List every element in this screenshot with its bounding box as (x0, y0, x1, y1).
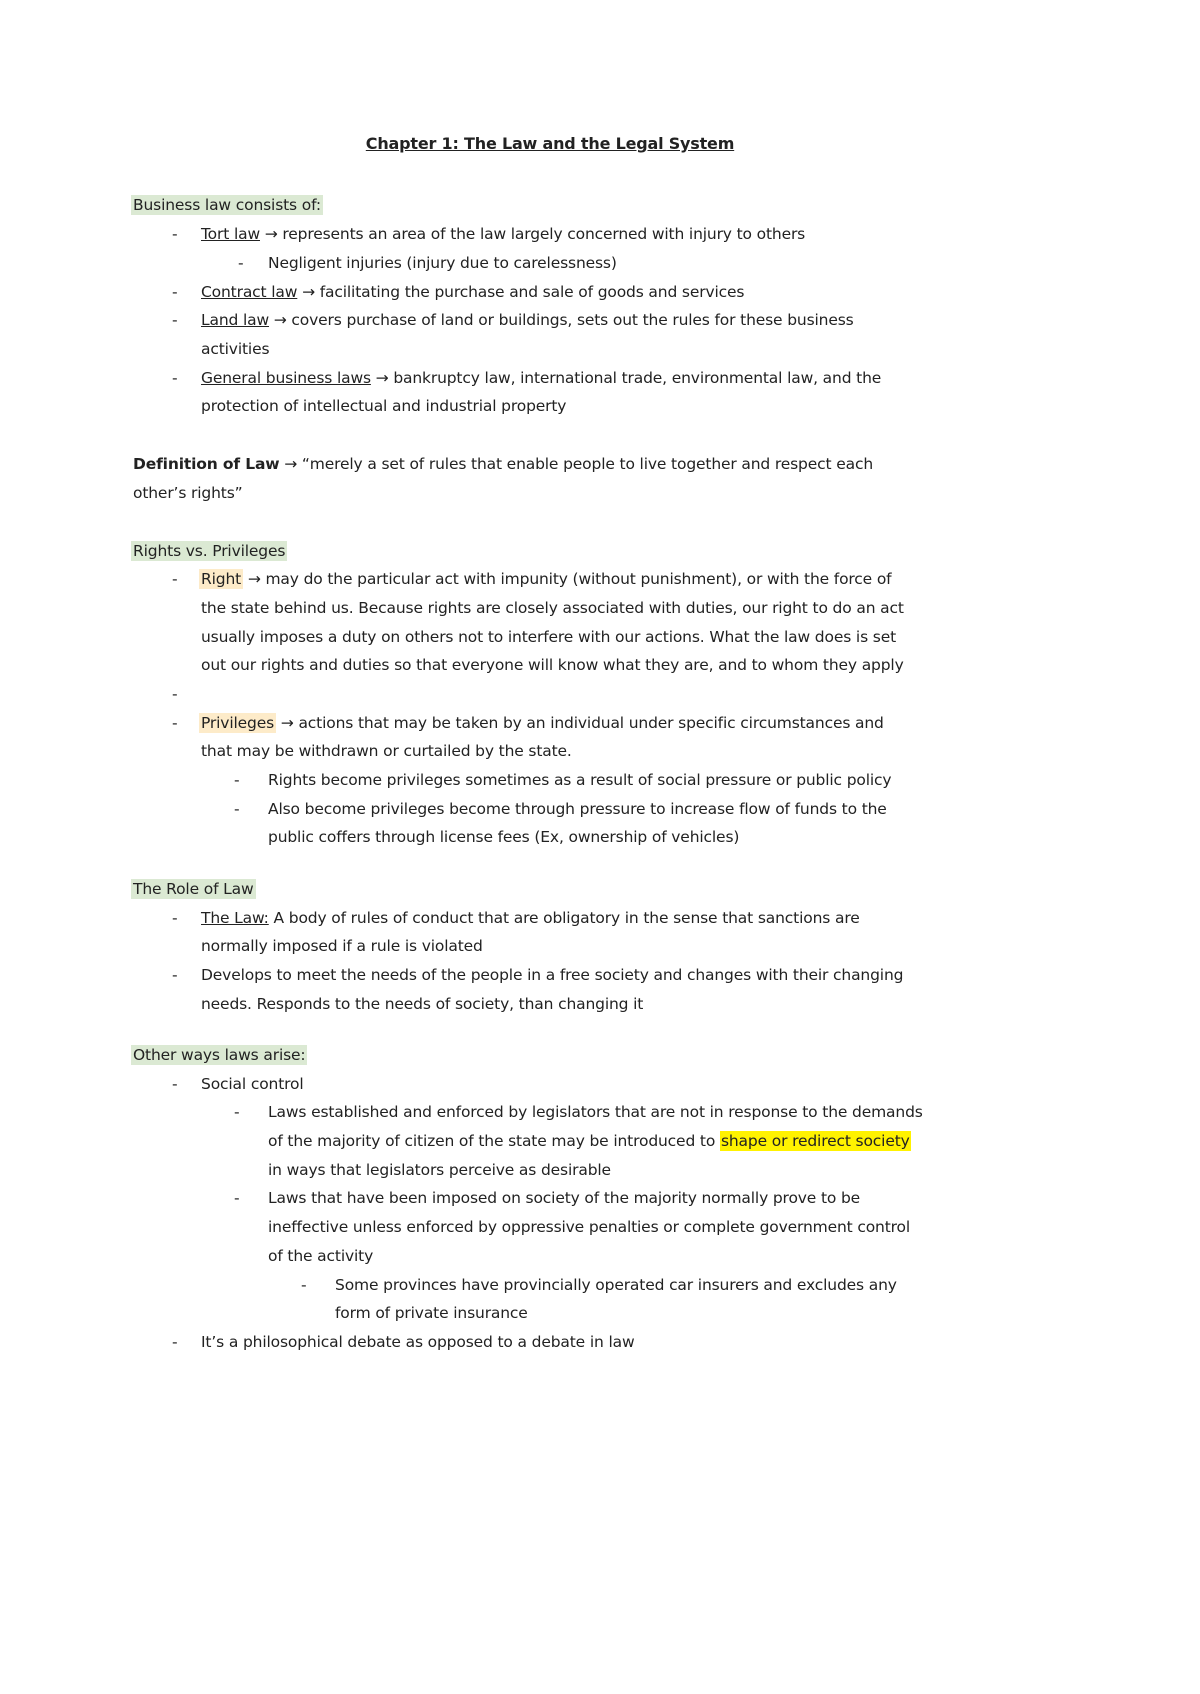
list-item-social-sub2: Laws that have been imposed on society of the majority normally prove to be (268, 1189, 861, 1207)
arrow-glyph: → (269, 311, 292, 329)
bullet-dash: - (172, 311, 178, 329)
bullet-dash: - (238, 254, 244, 272)
definition-of-law (133, 453, 873, 475)
arrow-glyph: → (370, 369, 394, 387)
list-item-social-sub1: Laws established and enforced by legislators that are not in response to the demands (268, 1103, 923, 1121)
privileges-term: Privileges (201, 714, 275, 732)
section-heading-other-ways (133, 1044, 307, 1066)
list-item-philosophical-debate: It’s a philosophical debate as opposed to a debate in law (201, 1333, 635, 1351)
tort-law-text: represents an area of the law largely concerned with injury to others (282, 225, 806, 243)
list-item-social-sub1-cont: in ways that legislators perceive as desirable (268, 1161, 611, 1179)
the-law-term: The Law: (201, 909, 269, 927)
list-item-land-law-cont: activities (201, 340, 270, 358)
definition-text: “merely a set of rules that enable people to live together and respect each (301, 455, 873, 473)
list-item-general-business-laws-cont: protection of intellectual and industrial property (201, 397, 567, 415)
list-item-privileges-sub2: Also become privileges become through pressure to increase flow of funds to the (268, 800, 887, 818)
general-business-laws-text: bankruptcy law, international trade, environmental law, and the (393, 369, 882, 387)
list-item-right (201, 568, 891, 590)
arrow-glyph: → (276, 714, 299, 732)
list-item-negligent-injuries: Negligent injuries (injury due to carelessness) (268, 254, 617, 272)
bullet-dash: - (234, 771, 240, 789)
list-item-social-control: Social control (201, 1075, 304, 1093)
list-item-tort-law (201, 223, 805, 245)
arrow-glyph: → (243, 570, 266, 588)
privileges-text: actions that may be taken by an individual under specific circumstances and (298, 714, 884, 732)
list-item-social-sub3: Some provinces have provincially operated car insurers and excludes any (335, 1276, 897, 1294)
bullet-dash: - (172, 909, 178, 927)
section-heading-rights-vs-privileges (133, 540, 287, 562)
general-business-laws-term: General business laws (201, 369, 371, 387)
list-item-privileges-cont: that may be withdrawn or curtailed by the state. (201, 742, 572, 760)
section-heading-role-of-law (133, 878, 256, 900)
right-text: may do the particular act with impunity (without punishment), or with the force of (265, 570, 892, 588)
section-heading-business-law (133, 194, 323, 216)
list-item-the-law-cont: normally imposed if a rule is violated (201, 937, 483, 955)
list-item-privileges-sub1: Rights become privileges sometimes as a result of social pressure or public policy (268, 771, 892, 789)
bullet-dash: - (234, 1189, 240, 1207)
land-law-term: Land law (201, 311, 270, 329)
bullet-dash: - (172, 369, 178, 387)
list-item-develops: Develops to meet the needs of the people in a free society and changes with their changing (201, 966, 904, 984)
role-heading-text: The Role of Law (133, 880, 254, 898)
list-item-contract-law (201, 281, 744, 303)
social-sub1-text: of the majority of citizen of the state may be introduced to (268, 1132, 720, 1150)
list-item-social-sub2-cont: of the activity (268, 1247, 374, 1265)
bullet-dash: - (172, 1075, 178, 1093)
land-law-text: covers purchase of land or buildings, sets out the rules for these business (291, 311, 854, 329)
bullet-dash: - (172, 966, 178, 984)
bullet-dash: - (172, 283, 178, 301)
business-heading-text: Business law consists of: (133, 196, 321, 214)
list-item-privileges (201, 712, 884, 734)
list-item-land-law (201, 309, 854, 331)
list-item-right-cont: out our rights and duties so that everyone will know what they are, and to whom they apply (201, 656, 904, 674)
bullet-dash: - (172, 714, 178, 732)
other-heading-text: Other ways laws arise: (133, 1046, 306, 1064)
bullet-dash: - (234, 1103, 240, 1121)
list-item-social-sub2-cont: ineffective unless enforced by oppressive penalties or complete government control (268, 1218, 911, 1236)
tort-law-term: Tort law (201, 225, 260, 243)
the-law-text: A body of rules of conduct that are obligatory in the sense that sanctions are (268, 909, 860, 927)
right-term: Right (201, 570, 242, 588)
definition-of-law-cont: other’s rights” (133, 484, 243, 502)
list-item-privileges-sub2-cont: public coffers through license fees (Ex, ownership of vehicles) (268, 828, 740, 846)
rights-heading-text: Rights vs. Privileges (133, 542, 286, 560)
list-item-right-cont: the state behind us. Because rights are closely associated with duties, our right to do an act (201, 599, 904, 617)
bullet-dash: - (172, 1333, 178, 1351)
bullet-dash: - (234, 800, 240, 818)
bullet-dash-empty: - (172, 685, 178, 703)
page-title: Chapter 1: The Law and the Legal System (365, 134, 735, 153)
definition-term: Definition of Law (133, 455, 280, 473)
contract-law-text: facilitating the purchase and sale of goods and services (319, 283, 745, 301)
bullet-dash: - (172, 225, 178, 243)
list-item-general-business-laws (201, 367, 881, 389)
list-item-right-cont: usually imposes a duty on others not to interfere with our actions. What the law does is set (201, 628, 897, 646)
contract-law-term: Contract law (201, 283, 298, 301)
highlighted-phrase: shape or redirect society (720, 1132, 910, 1150)
arrow-glyph: → (279, 455, 302, 473)
arrow-glyph: → (259, 225, 283, 243)
list-item-social-sub1-cont (268, 1130, 911, 1152)
list-item-develops-cont: needs. Responds to the needs of society, than changing it (201, 995, 644, 1013)
bullet-dash: - (172, 570, 178, 588)
arrow-glyph: → (297, 283, 320, 301)
list-item-social-sub3-cont: form of private insurance (335, 1304, 528, 1322)
bullet-dash: - (301, 1276, 307, 1294)
list-item-the-law (201, 907, 860, 929)
